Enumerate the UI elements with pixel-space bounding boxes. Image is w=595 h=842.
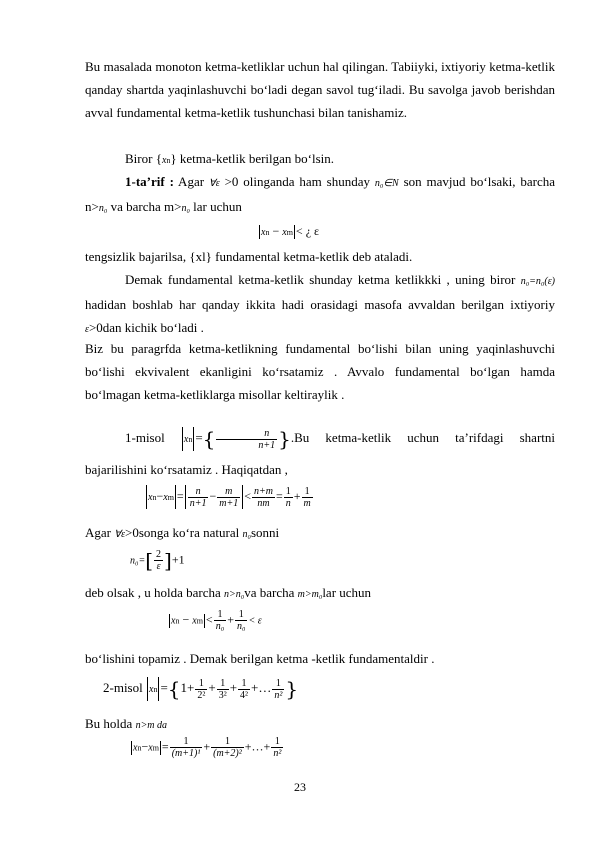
math-forall: ∀ε: [114, 529, 126, 540]
math-cond: m>m₀: [297, 589, 323, 600]
abs-bar: [182, 427, 183, 451]
demak-paragraph: [85, 268, 555, 341]
buholda-line: [85, 712, 555, 737]
n0-definition: n₀=[ $\frac{2}{\varepsilon}$ ]+1: [130, 548, 185, 573]
text-fragment: son mavjud bo‘lsaki, barcha n>: [85, 174, 556, 214]
abs-bar: [204, 614, 205, 628]
math-sub: m: [286, 228, 293, 237]
fraction: $\frac{n}{n+1}$: [216, 428, 277, 451]
text-fragment: Bu holda: [85, 716, 136, 731]
math-sub: n: [265, 228, 270, 237]
text-fragment: deb olsak , u holda barcha: [85, 585, 224, 600]
abs-bar: [146, 485, 147, 509]
math-op: −: [269, 224, 283, 238]
abs-bar: [294, 225, 295, 239]
definition-label: 1-ta’rif :: [125, 174, 174, 189]
biz-paragraph: Biz bu paragrfda ketma-ketlikning fundamental bo‘lishi bilan uning yaqinlashuvchi bo‘lishi ekvivalent ekanligini ko‘rsatamiz . Avvalo fundamental bo‘lgan hamda bo‘lmagan ketma-ketliklarga misollar keltiraylik .: [85, 341, 555, 402]
abs-bar: [158, 677, 159, 701]
example1-estimate: xn−xm = $\frac{n}{n+1}$ − $\frac{m}{m+1}$ < $\frac{n+m}{nm}$ = $\frac{1}{n}$ + $\frac{1}{m}$: [148, 485, 311, 509]
math-var: x: [282, 227, 287, 238]
math-n0: n₀: [242, 529, 251, 540]
definition-paragraph: [85, 170, 555, 220]
inequality-note: tengsizlik bajarilsa, {xl} fundamental ketma-ketlik deb ataladi.: [85, 249, 413, 264]
math-n0: n₀=: [130, 555, 146, 567]
math-n0: n₀=n₀(ε): [520, 276, 555, 287]
page-number: 23: [294, 780, 306, 794]
math-cond: n>m da: [135, 720, 168, 731]
math-n0: n₀: [98, 203, 108, 214]
example1-paragraph: 1-misol xn ={ $\frac{n}{n+1}$ }.Bu ketma-ketlik uchun ta’rifdagi shartni bajarilishini ko‘rsatamiz . Haqiqatdan ,: [85, 427, 555, 477]
abs-bar: [175, 485, 176, 509]
example2-line: 2-misol xn ={1+ $\frac{1}{\text{2²}}$ + $\frac{1}{\text{3²}}$ + $\frac{1}{\text{4²}}$ +… $\frac{1}{\text{n²}}$ }: [103, 677, 299, 701]
agar-line: [85, 521, 555, 546]
math-rhs: +1: [171, 552, 185, 567]
abs-bar: [259, 225, 260, 239]
math-var: x: [261, 227, 266, 238]
text-fragment: hadidan boshlab har qanday ikkita hadi orasidagi masofa avvaldan berilgan ixtiyoriy: [85, 297, 555, 312]
text-fragment: Demak fundamental ketma-ketlik shunday ketma ketlikkki , uning biror: [125, 272, 521, 287]
fundamental-inequality: [258, 224, 319, 239]
math-rhs: < ¿ ε: [295, 224, 320, 238]
math-var: x: [161, 155, 167, 166]
text-fragment: va barcha m>: [107, 199, 182, 214]
text-fragment: Agar: [85, 525, 115, 540]
abs-bar: [193, 427, 194, 451]
text-fragment: lar uchun: [189, 199, 242, 214]
text-fragment: } ketma-ketlik berilgan bo‘lsin.: [170, 151, 335, 166]
text-fragment: >0 olinganda ham shunday: [219, 174, 375, 189]
abs-bar: [160, 741, 161, 755]
text-fragment: Agar: [173, 174, 209, 189]
abs-bar: [242, 485, 243, 509]
text-fragment: >0dan kichik bo‘ladi .: [88, 320, 204, 335]
text-fragment: .Bu ketma-ketlik uchun ta’rifdagi shartni bajarilishini ko‘rsatamiz . Haqiqatdan ,: [85, 430, 555, 477]
text-fragment: Biror {: [125, 151, 162, 166]
text-fragment: >0songa ko‘ra natural: [125, 525, 243, 540]
math-n0: n₀: [181, 203, 190, 214]
abs-bar: [169, 614, 170, 628]
math-n0: n₀∈N: [374, 178, 399, 189]
deb-line: [85, 581, 555, 606]
math-eps: ε: [85, 324, 89, 335]
abs-bar: [131, 741, 132, 755]
intro-paragraph: Bu masalada monoton ketma-ketliklar uchun hal qilingan. Tabiiyki, ixtiyoriy ketma-ketlik qanday shartda yaqinlashuvchi bo‘ladi degan savol tug‘iladi. Bu savolga javob berishdan avval fundamental ketma-ketlik tushunchasi bilan tanishamiz.: [85, 59, 555, 120]
conclusion-line: bo‘lishini topamiz . Demak berilgan ketma -ketlik fundamentaldir .: [85, 651, 435, 666]
math-sub: n: [166, 156, 171, 165]
abs-bar: [185, 485, 186, 509]
example-label: 2-misol: [103, 679, 146, 695]
example1-bound: xn − xm < $\frac{1}{\text{n₀}}$ + $\frac{1}{\text{n₀}}$ < ε: [171, 609, 262, 632]
text-fragment: lar uchun: [322, 585, 372, 600]
abs-bar: [147, 677, 148, 701]
math-cond: n>n₀: [223, 589, 245, 600]
sequence-given-line: [85, 147, 555, 172]
math-forall: ∀ε: [208, 178, 220, 189]
example2-difference: xn−xm = $\frac{1}{\text{(m+1)¹}}$ + $\frac{1}{\text{(m+2)²}}$ +…+ $\frac{1}{\text{n²}}$: [133, 736, 282, 759]
text-fragment: sonni: [250, 525, 280, 540]
example-label: 1-misol: [125, 430, 181, 445]
math-rhs: < ε: [248, 615, 262, 627]
text-fragment: va barcha: [244, 585, 298, 600]
